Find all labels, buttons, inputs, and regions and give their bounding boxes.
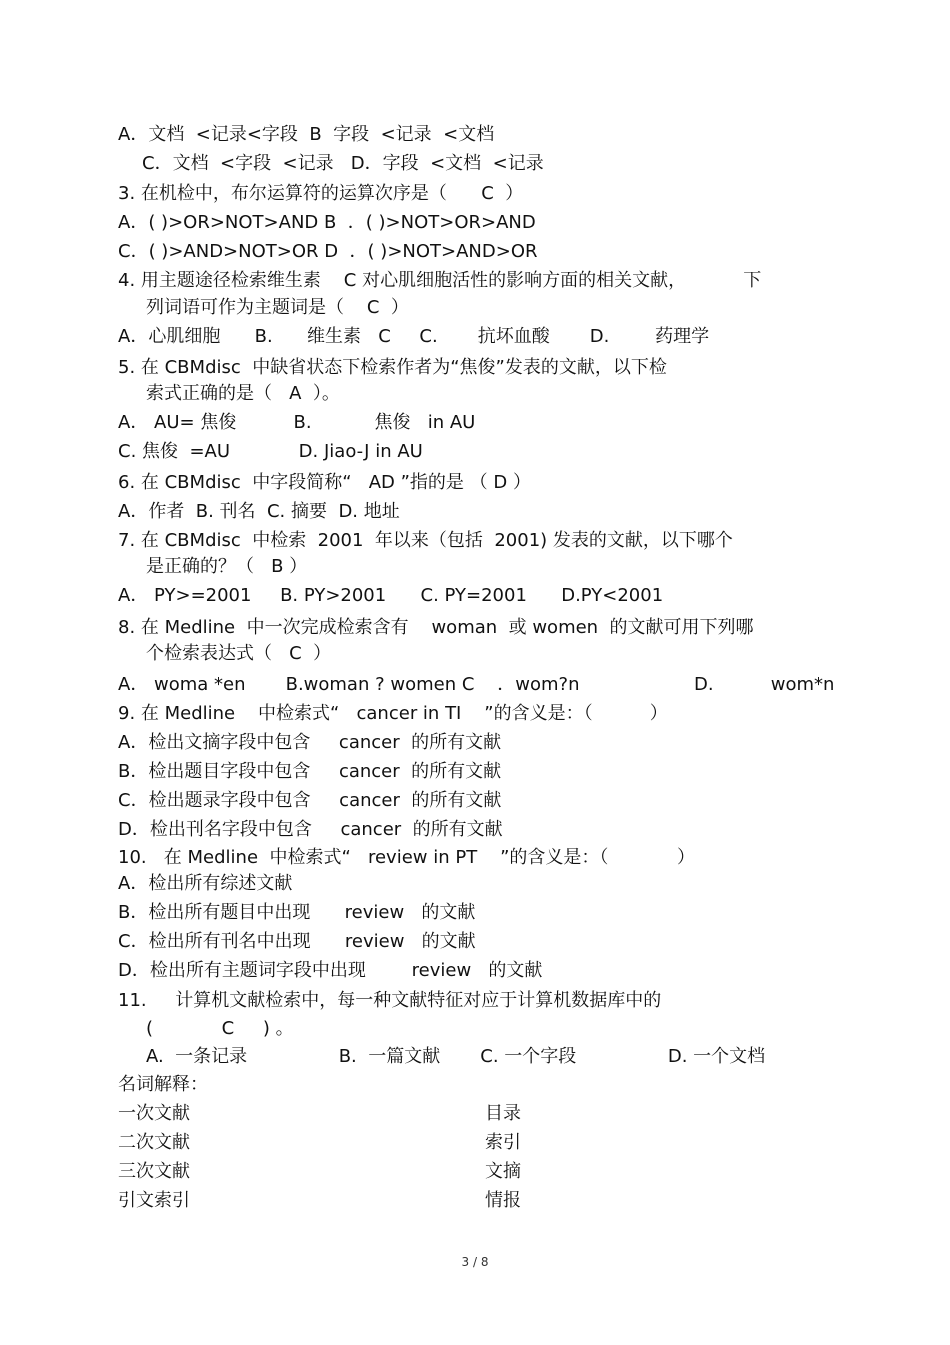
text-line: A．文档 <记录<字段 B 字段 <记录 <文档 bbox=[118, 124, 495, 145]
question-7: 7. 在 CBMdisc 中检索 2001 年以来（包括 2001) 发表的文献，以下哪个 bbox=[118, 530, 733, 551]
section-heading: 名词解释： bbox=[118, 1074, 208, 1095]
question-4: 4. 用主题途径检索维生素 C 对心肌细胞活性的影响方面的相关文献， 下 bbox=[118, 270, 762, 291]
term-item: 二次文献 bbox=[118, 1132, 190, 1153]
term-item: 索引 bbox=[485, 1132, 521, 1153]
question-6: 6. 在 CBMdisc 中字段简称“ AD ”指的是 （ D ） bbox=[118, 472, 531, 493]
option-line: D．检出所有主题词字段中出现 review 的文献 bbox=[118, 960, 543, 981]
term-item: 三次文献 bbox=[118, 1161, 190, 1182]
option-line: A. 一条记录 B. 一篇文献 C. 一个字段 D. 一个文档 bbox=[146, 1046, 766, 1067]
question-9: 9. 在 Medline 中检索式“ cancer in TI ”的含义是：（ ） bbox=[118, 703, 668, 724]
option-line: B．检出所有题目中出现 review 的文献 bbox=[118, 902, 476, 923]
term-item: 情报 bbox=[485, 1190, 521, 1211]
option-line: A．( )>OR>NOT>AND B ．( )>NOT>OR>AND bbox=[118, 212, 536, 233]
question-11-cont: ( C ) 。 bbox=[146, 1018, 294, 1039]
question-8-cont: 个检索表达式（ C ） bbox=[146, 643, 332, 664]
option-line: A．心肌细胞 B. 维生素 C C. 抗坏血酸 D. 药理学 bbox=[118, 326, 710, 347]
option-line: C. 焦俊 =AU D. Jiao-J in AU bbox=[118, 441, 423, 462]
question-5: 5. 在 CBMdisc 中缺省状态下检索作者为“焦俊”发表的文献，以下检 bbox=[118, 357, 667, 378]
option-line: C．检出题录字段中包含 cancer 的所有文献 bbox=[118, 790, 502, 811]
question-11: 11. 计算机文献检索中，每一种文献特征对应于计算机数据库中的 bbox=[118, 990, 662, 1011]
option-line: A． woma *en B.woman ? women C ．wom?n D. wom*n bbox=[118, 674, 835, 695]
term-item: 引文索引 bbox=[118, 1190, 190, 1211]
option-line: A．检出文摘字段中包含 cancer 的所有文献 bbox=[118, 732, 502, 753]
option-line: A．检出所有综述文献 bbox=[118, 873, 293, 894]
term-item: 一次文献 bbox=[118, 1103, 190, 1124]
question-3: 3. 在机检中，布尔运算符的运算次序是（ C ） bbox=[118, 183, 524, 204]
question-4-cont: 列词语可作为主题词是（ C ） bbox=[146, 297, 409, 318]
page-number: 3 / 8 bbox=[461, 1255, 489, 1269]
question-8: 8. 在 Medline 中一次完成检索含有 woman 或 women 的文献可用下列哪 bbox=[118, 617, 754, 638]
option-line: D．检出刊名字段中包含 cancer 的所有文献 bbox=[118, 819, 503, 840]
option-line: C．检出所有刊名中出现 review 的文献 bbox=[118, 931, 476, 952]
option-line: A． PY>=2001 B. PY>2001 C. PY=2001 D.PY<2001 bbox=[118, 585, 664, 606]
term-item: 目录 bbox=[485, 1103, 521, 1124]
option-line: A．作者 B. 刊名 C. 摘要 D. 地址 bbox=[118, 501, 400, 522]
option-line: C．( )>AND>NOT>OR D ．( )>NOT>AND>OR bbox=[118, 241, 538, 262]
text-line: C．文档 <字段 <记录 D．字段 <文档 <记录 bbox=[142, 153, 544, 174]
question-10: 10. 在 Medline 中检索式“ review in PT ”的含义是：（ ） bbox=[118, 847, 696, 868]
question-5-cont: 索式正确的是（ A ）。 bbox=[146, 383, 340, 404]
option-line: B．检出题目字段中包含 cancer 的所有文献 bbox=[118, 761, 502, 782]
question-7-cont: 是正确的？（ B ） bbox=[146, 556, 308, 577]
term-item: 文摘 bbox=[485, 1161, 521, 1182]
option-line: A． AU= 焦俊 B. 焦俊 in AU bbox=[118, 412, 476, 433]
